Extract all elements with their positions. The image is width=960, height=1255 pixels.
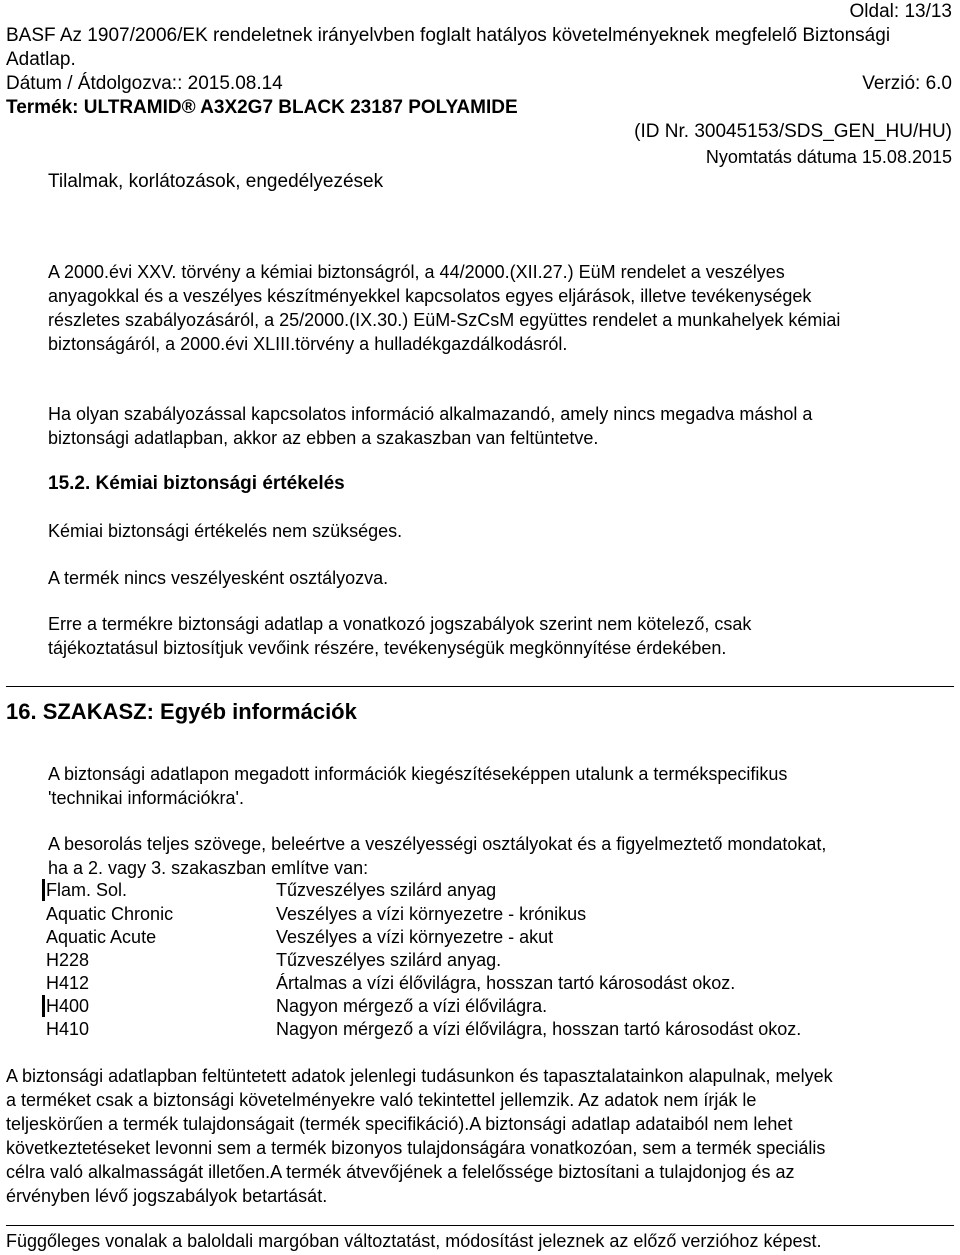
hazard-text: Ártalmas a vízi élővilágra, hosszan tartó károsodást okoz. — [276, 973, 736, 993]
product-name: Termék: ULTRAMID® A3X2G7 BLACK 23187 POLYAMIDE — [6, 97, 518, 118]
hazard-text: Nagyon mérgező a vízi élővilágra. — [276, 996, 548, 1016]
document-title: BASF Az 1907/2006/EK rendeletnek irányelvben foglalt hatályos követelményeknek megfelelő Biztonsági — [6, 25, 891, 46]
csa-statement: Kémiai biztonsági értékelés nem szükséges. — [48, 521, 403, 541]
text-line: A 2000.évi XXV. törvény a kémiai biztonságról, a 44/2000.(XII.27.) EüM rendelet a veszélyes — [48, 262, 785, 282]
text-line: ha a 2. vagy 3. szakaszban említve van: — [48, 858, 369, 878]
section-16-heading: 16. SZAKASZ: Egyéb információk — [6, 699, 357, 724]
text-line: biztonsági adatlapban, akkor az ebben a szakaszban van feltüntetve. — [48, 428, 599, 448]
hazard-text: Tűzveszélyes szilárd anyag. — [276, 950, 502, 970]
change-bar — [42, 879, 45, 901]
text-line: biztonságáról, a 2000.évi XLIII.törvény a hulladékgazdálkodásról. — [48, 334, 568, 354]
hazard-code: H400 — [46, 996, 90, 1016]
text-line: A besorolás teljes szövege, beleértve a veszélyességi osztályokat és a figyelmeztető mondatokat, — [48, 834, 827, 854]
hazard-code: H412 — [46, 973, 90, 993]
other-regulation-paragraph — [48, 402, 812, 450]
text-line: Erre a termékre biztonsági adatlap a vonatkozó jogszabályok szerint nem kötelező, csak — [48, 614, 752, 634]
text-line: A biztonsági adatlapban feltüntetett adatok jelenlegi tudásunkon és tapasztalatainkon alapulnak, melyek — [6, 1066, 833, 1086]
text-line: tájékoztatásul biztosítjuk vevőink részére, tevékenységük megkönnyítése érdekében. — [48, 638, 727, 658]
text-line: teljeskörűen a termék tulajdonságait (termék specifikáció).A biztonsági adatlap adataiból nem lehet — [6, 1114, 793, 1134]
sds-voluntary-paragraph — [48, 612, 751, 660]
hazard-code: Aquatic Acute — [46, 927, 157, 947]
print-date: Nyomtatás dátuma 15.08.2015 — [705, 147, 952, 167]
hazard-text: Tűzveszélyes szilárd anyag — [276, 880, 497, 900]
hazard-code: H228 — [46, 950, 90, 970]
footer-note: Függőleges vonalak a baloldali margóban változtatást, módosítást jeleznek az előző verzióhoz képest. — [6, 1231, 822, 1251]
classification-intro — [48, 832, 826, 880]
document-title-continued: Adatlap. — [6, 49, 76, 70]
hazard-code: Aquatic Chronic — [46, 904, 174, 924]
text-line: érvényben lévő jogszabályok betartását. — [6, 1186, 328, 1206]
section-divider — [6, 686, 954, 687]
text-line: A biztonsági adatlapon megadott információk kiegészítéseképpen utalunk a termékspecifikus — [48, 764, 788, 784]
text-line: a terméket csak a biztonsági követelményekre való tekintettel jellemzik. Az adatok nem írják le — [6, 1090, 757, 1110]
footer-divider — [6, 1225, 954, 1226]
classification-statement: A termék nincs veszélyesként osztályozva. — [48, 568, 389, 588]
hazard-text: Veszélyes a vízi környezetre - akut — [276, 927, 554, 947]
hazard-code: H410 — [46, 1019, 90, 1039]
section-subheading: Tilalmak, korlátozások, engedélyezések — [48, 171, 384, 192]
revision-date: Dátum / Átdolgozva:: 2015.08.14 — [6, 73, 283, 94]
hazard-code: Flam. Sol. — [46, 880, 128, 900]
disclaimer-paragraph — [6, 1064, 833, 1208]
text-line: 'technikai információkra'. — [48, 788, 244, 808]
section-15-2-heading: 15.2. Kémiai biztonsági értékelés — [48, 473, 345, 494]
text-line: célra való alkalmasságát illetően.A termék átvevőjének a felelőssége biztosítani a tulajdonjog és az — [6, 1162, 795, 1182]
text-line: anyagokkal és a veszélyes készítményekkel kapcsolatos egyes eljárások, illetve tevékenységek — [48, 286, 812, 306]
regulations-paragraph — [48, 260, 840, 356]
technical-info-paragraph — [48, 762, 787, 810]
text-line: Ha olyan szabályozással kapcsolatos információ alkalmazandó, amely nincs megadva máshol a — [48, 404, 813, 424]
hazard-text: Veszélyes a vízi környezetre - krónikus — [276, 904, 587, 924]
change-bar — [42, 995, 45, 1017]
text-line: részletes szabályozásáról, a 25/2000.(IX.30.) EüM-SzCsM együttes rendelet a munkahelyek kémiai — [48, 310, 841, 330]
hazard-text: Nagyon mérgező a vízi élővilágra, hosszan tartó károsodást okoz. — [276, 1019, 802, 1039]
page-number: Oldal: 13/13 — [849, 1, 952, 22]
document-id: (ID Nr. 30045153/SDS_GEN_HU/HU) — [634, 121, 952, 142]
text-line: következtetéseket levonni sem a termék bizonyos tulajdonságára vonatkozóan, sem a termék speciális — [6, 1138, 826, 1158]
version: Verzió: 6.0 — [862, 73, 952, 94]
